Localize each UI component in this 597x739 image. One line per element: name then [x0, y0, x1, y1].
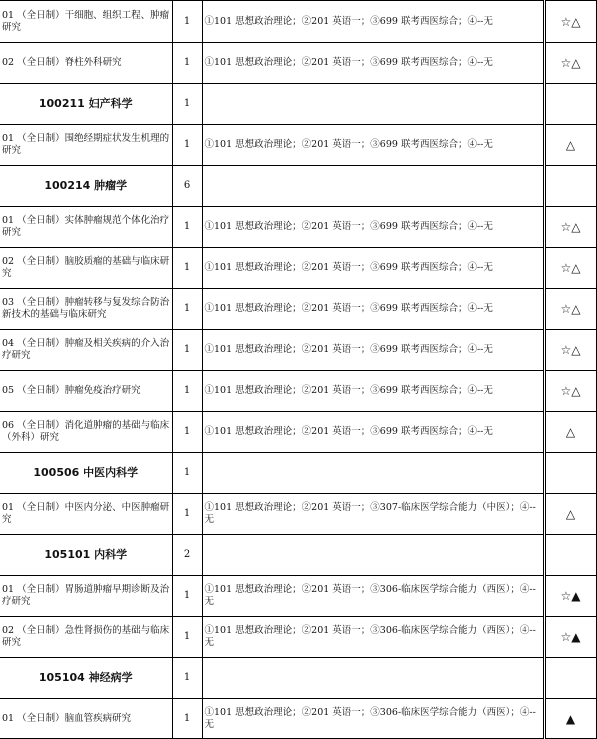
enrollment-count: 1 [172, 617, 202, 658]
remark-marks: ☆△ [544, 1, 596, 43]
enrollment-count: 1 [172, 453, 202, 494]
enrollment-count: 2 [172, 535, 202, 576]
research-direction: 05 （全日制）肿瘤免疫治疗研究 [0, 371, 172, 412]
enrollment-count: 1 [172, 576, 202, 617]
remark-marks [544, 453, 596, 494]
research-direction: 01 （全日制）干细胞、组织工程、肿瘤研究 [0, 1, 172, 43]
research-direction: 01 （全日制）胃肠道肿瘤早期诊断及治疗研究 [0, 576, 172, 617]
table-row [0, 617, 596, 658]
research-direction: 01 （全日制）围绝经期症状发生机理的研究 [0, 125, 172, 166]
enrollment-count: 1 [172, 699, 202, 739]
table-row [0, 1, 596, 43]
enrollment-count: 1 [172, 412, 202, 453]
exam-subjects: ①101 思想政治理论；②201 英语一；③699 联考西医综合；④--无 [202, 412, 544, 453]
research-direction: 01 （全日制）中医内分泌、中医肿瘤研究 [0, 494, 172, 535]
table-row [0, 699, 596, 739]
remark-marks: ▲ [544, 699, 596, 739]
exam-subjects: ①101 思想政治理论；②201 英语一；③699 联考西医综合；④--无 [202, 1, 544, 43]
enrollment-count: 1 [172, 43, 202, 84]
exam-subjects: ①101 思想政治理论；②201 英语一；③307-临床医学综合能力（中医）；④--无 [202, 494, 544, 535]
research-direction: 02 （全日制）急性肾损伤的基础与临床研究 [0, 617, 172, 658]
table-row [0, 412, 596, 453]
specialty-heading: 100214 肿瘤学 [0, 166, 172, 207]
table-row [0, 494, 596, 535]
enrollment-count: 6 [172, 166, 202, 207]
table-row [0, 248, 596, 289]
table-row [0, 453, 596, 494]
remark-marks: ☆▲ [544, 617, 596, 658]
research-direction: 02 （全日制）脊柱外科研究 [0, 43, 172, 84]
remark-marks: ☆△ [544, 330, 596, 371]
table-row [0, 535, 596, 576]
research-direction: 03 （全日制）肿瘤转移与复发综合防治新技术的基础与临床研究 [0, 289, 172, 330]
enrollment-count: 1 [172, 125, 202, 166]
research-direction: 01 （全日制）实体肿瘤规范个体化治疗研究 [0, 207, 172, 248]
remark-marks [544, 535, 596, 576]
exam-subjects [202, 166, 544, 207]
research-direction: 01 （全日制）脑血管疾病研究 [0, 699, 172, 739]
research-direction: 06 （全日制）消化道肿瘤的基础与临床（外科）研究 [0, 412, 172, 453]
exam-subjects: ①101 思想政治理论；②201 英语一；③699 联考西医综合；④--无 [202, 207, 544, 248]
table-row [0, 43, 596, 84]
research-direction: 02 （全日制）脑胶质瘤的基础与临床研究 [0, 248, 172, 289]
exam-subjects: ①101 思想政治理论；②201 英语一；③699 联考西医综合；④--无 [202, 43, 544, 84]
table-row [0, 166, 596, 207]
exam-subjects [202, 84, 544, 125]
exam-subjects [202, 535, 544, 576]
enrollment-count: 1 [172, 289, 202, 330]
remark-marks: ☆△ [544, 248, 596, 289]
table-row [0, 125, 596, 166]
exam-subjects: ①101 思想政治理论；②201 英语一；③306-临床医学综合能力（西医）；④--无 [202, 617, 544, 658]
table-row [0, 289, 596, 330]
remark-marks: △ [544, 125, 596, 166]
remark-marks [544, 658, 596, 699]
exam-subjects: ①101 思想政治理论；②201 英语一；③699 联考西医综合；④--无 [202, 248, 544, 289]
admissions-table-body [0, 1, 596, 739]
exam-subjects: ①101 思想政治理论；②201 英语一；③306-临床医学综合能力（西医）；④--无 [202, 699, 544, 739]
specialty-heading: 100211 妇产科学 [0, 84, 172, 125]
remark-marks: △ [544, 412, 596, 453]
specialty-heading: 105104 神经病学 [0, 658, 172, 699]
enrollment-count: 1 [172, 1, 202, 43]
remark-marks: △ [544, 494, 596, 535]
remark-marks: ☆▲ [544, 576, 596, 617]
remark-marks: ☆△ [544, 371, 596, 412]
exam-subjects: ①101 思想政治理论；②201 英语一；③306-临床医学综合能力（西医）；④--无 [202, 576, 544, 617]
enrollment-count: 1 [172, 494, 202, 535]
table-row [0, 207, 596, 248]
table-row [0, 658, 596, 699]
table-row [0, 371, 596, 412]
remark-marks [544, 84, 596, 125]
remark-marks: ☆△ [544, 207, 596, 248]
exam-subjects: ①101 思想政治理论；②201 英语一；③699 联考西医综合；④--无 [202, 289, 544, 330]
exam-subjects [202, 453, 544, 494]
table-row [0, 330, 596, 371]
remark-marks [544, 166, 596, 207]
remark-marks: ☆△ [544, 289, 596, 330]
enrollment-count: 1 [172, 207, 202, 248]
specialty-heading: 105101 内科学 [0, 535, 172, 576]
specialty-heading: 100506 中医内科学 [0, 453, 172, 494]
table-row [0, 576, 596, 617]
table-row [0, 84, 596, 125]
exam-subjects: ①101 思想政治理论；②201 英语一；③699 联考西医综合；④--无 [202, 371, 544, 412]
enrollment-count: 1 [172, 84, 202, 125]
enrollment-count: 1 [172, 330, 202, 371]
enrollment-count: 1 [172, 248, 202, 289]
exam-subjects: ①101 思想政治理论；②201 英语一；③699 联考西医综合；④--无 [202, 125, 544, 166]
remark-marks: ☆△ [544, 43, 596, 84]
enrollment-count: 1 [172, 658, 202, 699]
research-direction: 04 （全日制）肿瘤及相关疾病的介入治疗研究 [0, 330, 172, 371]
enrollment-count: 1 [172, 371, 202, 412]
exam-subjects [202, 658, 544, 699]
exam-subjects: ①101 思想政治理论；②201 英语一；③699 联考西医综合；④--无 [202, 330, 544, 371]
